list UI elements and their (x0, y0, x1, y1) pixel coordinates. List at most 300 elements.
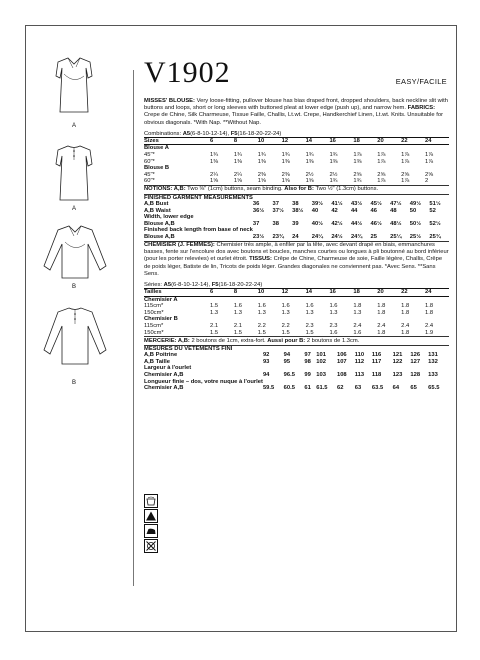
row-label: 115cm* (144, 303, 164, 310)
combination-code: F5 (211, 282, 219, 289)
cell-value (253, 227, 273, 234)
column-divider (133, 70, 134, 586)
cell-value: 41½ (331, 200, 343, 207)
cell-value (393, 365, 411, 372)
cell-value: 122 (392, 358, 403, 365)
cell-value: 37 (252, 220, 260, 227)
cell-value: 2.2 (281, 323, 290, 330)
cell-value (304, 365, 316, 372)
cell-value: 36 (252, 200, 260, 207)
cell-value (377, 316, 401, 323)
cell-value: 93 (262, 358, 270, 365)
cell-value: 1¾ (329, 178, 338, 185)
cell-value: 10 (258, 137, 282, 145)
row-label: A,B Bust (144, 200, 169, 207)
cell-value: 52½ (429, 220, 441, 227)
cell-value: 6 (210, 137, 234, 145)
figure-label-a-back: A (71, 206, 76, 212)
cell-value: 64 (392, 385, 400, 392)
combination-code: A5 (182, 130, 191, 137)
blouse-a-front-drawing (52, 54, 96, 116)
cell-value (306, 296, 330, 303)
cell-value (210, 296, 234, 303)
cell-value: 44 (350, 207, 358, 214)
cell-value: 1¾ (329, 152, 338, 158)
size-header-row (144, 289, 449, 297)
cell-value (401, 296, 425, 303)
cell-value (377, 165, 401, 172)
cell-value: 112 (354, 358, 365, 365)
cell-value: 39½ (311, 200, 324, 207)
cell-value: 2¼ (210, 171, 219, 178)
yardage-row (144, 152, 449, 159)
cell-value: 1.6 (329, 329, 338, 336)
cell-value: 2.4 (377, 323, 386, 330)
cell-value: 1.5 (257, 329, 266, 336)
cell-value (329, 296, 353, 303)
cell-value: 22 (401, 137, 425, 145)
cell-value: 1¾ (281, 152, 290, 158)
cell-value: 1.8 (401, 309, 410, 316)
cell-value: 60.5 (283, 385, 295, 392)
cell-value: 1⅞ (401, 158, 410, 165)
measurement-row (144, 234, 449, 241)
row-label: Blouse A (144, 145, 169, 152)
row-label: Chemisier A (144, 296, 178, 303)
cell-value: 24 (425, 137, 449, 145)
header (144, 56, 449, 96)
cell-value (234, 296, 258, 303)
cell-value: 65 (410, 385, 417, 392)
row-label: Chemisier B (144, 316, 178, 323)
cell-value: 2.1 (210, 323, 219, 330)
cell-value: 1⅝ (210, 178, 219, 185)
cell-value: 94 (262, 371, 270, 378)
cell-value: 61 (304, 385, 311, 392)
cell-value (351, 214, 371, 221)
cell-value (410, 214, 430, 221)
cell-value: 1¾ (305, 152, 314, 158)
cell-value (316, 365, 337, 372)
cell-value: 2.4 (401, 323, 410, 330)
cell-value (329, 316, 353, 323)
cell-value: 2.1 (233, 323, 242, 330)
cell-value: 51½ (429, 200, 441, 207)
group-row (144, 165, 449, 172)
french-finished-heading: MESURES DU VÊTEMENTS FINI (144, 346, 233, 353)
cell-value (263, 365, 284, 372)
yardage-row (144, 159, 449, 166)
row-label: Chemisier A,B (144, 371, 184, 378)
cell-value (355, 365, 372, 372)
cell-value: 1.8 (377, 303, 386, 310)
cell-value (312, 214, 332, 221)
cell-value: 1.8 (425, 303, 434, 310)
cell-value: 1⅜ (353, 158, 362, 165)
cell-value: 1.6 (305, 303, 314, 310)
cell-value (282, 296, 306, 303)
width-heading-row (144, 214, 449, 221)
yardage-row (144, 178, 449, 185)
cell-value: 1⅜ (257, 158, 266, 165)
cell-value (282, 145, 306, 152)
cell-value (372, 365, 393, 372)
cell-value (258, 316, 282, 323)
cell-value (429, 227, 449, 234)
cell-value: 1⅞ (425, 158, 434, 165)
cell-value: 113 (354, 371, 365, 378)
cell-value (372, 379, 393, 386)
cell-value: 1¾ (210, 152, 219, 158)
pattern-envelope-back (25, 25, 457, 632)
cell-value: 16 (329, 137, 353, 145)
cell-value: 49½ (409, 200, 422, 207)
cell-value: 8 (234, 289, 258, 297)
row-label: Longueur finie – dos, votre nuque à l'ourlet (144, 378, 263, 385)
cell-value (331, 227, 351, 234)
do-not-bleach-icon (144, 509, 158, 523)
pattern-number: V1902 (144, 56, 231, 89)
cell-value: 1⅜ (305, 158, 314, 165)
cell-value: 2⅝ (401, 171, 410, 178)
cell-value: 1.6 (257, 303, 266, 310)
cell-value: 1.6 (233, 303, 242, 310)
cell-value: 24 (292, 233, 299, 240)
cell-value: 20 (377, 289, 401, 297)
cell-value (353, 316, 377, 323)
cell-value: 107 (336, 358, 347, 365)
english-yardage-table (144, 137, 449, 185)
cell-value (390, 227, 410, 234)
cell-value (258, 145, 282, 152)
cell-value (425, 316, 449, 323)
cell-value (304, 379, 316, 386)
cell-value: 24¼ (311, 233, 324, 240)
cell-value: 133 (428, 371, 438, 378)
french-description-text: Chemisier très ample, à enfiler par la tête, avec devant drapé en biais, emmanchures basses, fente sur l'encolure dos avec boutons et boucles, manches courtes ou longues à pli boutonné au bord inférieur (pour les porter relevées) et ourlet étroit. (144, 242, 449, 263)
cell-value: 40 (311, 207, 319, 214)
row-label: Blouse A,B (144, 233, 175, 240)
english-finished-heading: FINISHED GARMENT MEASUREMENTS (144, 194, 253, 201)
back-length-heading-row (144, 227, 449, 234)
iron-low-icon (144, 524, 158, 538)
cell-value: 14 (306, 289, 330, 297)
row-label: A,B Waist (144, 207, 171, 214)
cell-value (292, 214, 312, 221)
cell-value (210, 316, 234, 323)
cell-value: 1⅝ (305, 178, 314, 185)
cell-value: 2¼ (233, 171, 242, 178)
cell-value: 2.2 (257, 323, 266, 330)
cell-value: 1.8 (401, 329, 410, 336)
blouse-a-back-drawing (52, 142, 96, 204)
cell-value: 25¾ (429, 233, 441, 240)
cell-value: 23½ (252, 233, 265, 240)
cell-value: 106 (336, 352, 347, 359)
cell-value: 126 (410, 352, 421, 359)
do-not-dry-clean-icon (144, 539, 158, 553)
cell-value (377, 145, 401, 152)
technical-drawings (26, 26, 136, 631)
cell-value (210, 165, 234, 172)
blouse-b-front-drawing (40, 222, 110, 284)
notions-b-label: Also for B: (284, 186, 314, 193)
cell-value: 48 (390, 207, 397, 214)
cell-value: 38 (272, 220, 279, 227)
cell-value: 1.3 (281, 309, 290, 316)
group-row (144, 145, 449, 152)
cell-value: 1¾ (257, 152, 266, 158)
notions-label: MERCERIE: A,B: (144, 337, 190, 344)
yardage-row (144, 172, 449, 179)
cell-value (253, 214, 273, 221)
yardage-row (144, 330, 449, 337)
cell-value (306, 165, 330, 172)
cell-value: 97 (304, 352, 311, 359)
measurement-row (144, 372, 449, 379)
cell-value (329, 145, 353, 152)
cell-value: 96.5 (283, 371, 295, 378)
measurement-row (144, 352, 449, 359)
measurement-row (144, 201, 449, 208)
cell-value: 36½ (252, 207, 265, 214)
cell-value: 62 (336, 385, 344, 392)
english-description (144, 98, 449, 127)
cell-value: 6 (210, 289, 234, 297)
cell-value (273, 227, 293, 234)
cell-value: 52 (429, 207, 436, 214)
cell-value: 2⅝ (353, 171, 362, 178)
cell-value: 2⅝ (425, 171, 434, 178)
cell-value: 1.3 (233, 309, 242, 316)
cell-value (284, 379, 305, 386)
cell-value: 12 (282, 137, 306, 145)
cell-value (273, 214, 293, 221)
notions-b-label: Aussi pour B: (267, 337, 306, 344)
cell-value: 37½ (272, 207, 284, 214)
cell-value: 1⅞ (353, 152, 362, 158)
row-label: 115cm* (144, 323, 164, 330)
row-label: 150cm* (144, 309, 164, 316)
english-finished-table (144, 201, 449, 241)
cell-value: 18 (353, 289, 377, 297)
yardage-row (144, 303, 449, 310)
yardage-row (144, 323, 449, 330)
cell-value: 1⅝ (257, 178, 266, 185)
cell-value: 24 (425, 289, 449, 297)
cell-value: 1⅝ (233, 178, 242, 185)
cell-value: 2⅜ (257, 171, 266, 178)
cell-value: 25¼ (390, 233, 402, 240)
cell-value (210, 145, 234, 152)
cell-value: 1⅜ (281, 158, 290, 165)
cell-value: 1.6 (281, 303, 290, 310)
english-fabrics-text: Crepe de Chine, Silk Charmeuse, Tissue Faille, Challis, Lt.wt. Crepe, Handkerchief Linen, Lt.wt. Knits. Unsuitable for obvious diagonals. *With Nap. **Without Nap. (144, 112, 443, 126)
cell-value: 118 (371, 371, 382, 378)
cell-value: 1¾ (233, 152, 242, 158)
cell-value: 2.3 (329, 323, 338, 330)
cell-value: 23¾ (272, 233, 284, 240)
cell-value (258, 165, 282, 172)
cell-value (410, 379, 428, 386)
notions-text: Two ⅜" (1cm) buttons, seam binding. (187, 186, 283, 193)
cell-value: 2½ (329, 171, 338, 178)
french-finished-table (144, 352, 449, 392)
hand-wash-icon (144, 494, 158, 508)
cell-value: 38½ (292, 207, 304, 214)
cell-value: 47½ (390, 200, 402, 207)
french-fabrics-label: TISSUS: (249, 256, 272, 263)
cell-value (355, 379, 372, 386)
cell-value: 1⅞ (425, 152, 434, 158)
cell-value (337, 365, 355, 372)
combinations-label: Combinations: (144, 130, 182, 137)
cell-value: 14 (306, 137, 330, 145)
cell-value: 22 (401, 289, 425, 297)
cell-value: 43½ (350, 200, 363, 207)
english-fabrics-label: FABRICS: (407, 105, 435, 112)
cell-value: 1.3 (305, 309, 314, 316)
cell-value: 42 (331, 207, 338, 214)
cell-value (284, 365, 305, 372)
size-header-row (144, 137, 449, 145)
blouse-b-back-drawing (40, 304, 110, 370)
cell-value (371, 214, 391, 221)
cell-value: 42½ (331, 220, 343, 227)
cell-value: 1.3 (353, 309, 362, 316)
cell-value (282, 165, 306, 172)
cell-value: 1⅜ (329, 158, 338, 165)
cell-value: 101 (316, 352, 326, 359)
cell-value (234, 145, 258, 152)
cell-value: 95 (283, 358, 291, 365)
cell-value: 46 (370, 207, 377, 214)
row-label: 150cm* (144, 329, 164, 336)
cell-value: 61.5 (316, 385, 328, 392)
cell-value (425, 165, 449, 172)
combination-code: F5 (230, 130, 238, 137)
cell-value (282, 316, 306, 323)
cell-value: 8 (234, 137, 258, 145)
notions-b-text: Two ½" (1.3cm) buttons. (315, 186, 379, 193)
cell-value: 131 (428, 352, 438, 359)
cell-value: 1.3 (210, 309, 219, 316)
combination-sizes: (6-8-10-12-14), (171, 282, 211, 289)
row-label: Blouse B (144, 165, 170, 172)
cell-value: 20 (377, 137, 401, 145)
cell-value: 121 (392, 352, 403, 359)
cell-value (329, 165, 353, 172)
row-label: Largeur à l'ourlet (144, 365, 192, 372)
group-row (144, 316, 449, 323)
cell-value (337, 379, 355, 386)
english-heading: MISSES' BLOUSE: (144, 98, 195, 104)
row-label: Width, lower edge (144, 214, 194, 221)
cell-value: 1⅜ (210, 158, 219, 165)
cell-value: 1¾ (353, 178, 362, 185)
cell-value: 24½ (331, 233, 343, 240)
cell-value: 117 (371, 358, 382, 365)
cell-value (410, 227, 430, 234)
cell-value: 50 (409, 207, 417, 214)
cell-value: 65.5 (428, 385, 440, 392)
cell-value (258, 296, 282, 303)
cell-value: 92 (262, 352, 270, 359)
cell-value: 1.8 (377, 309, 386, 316)
cell-value: 1.8 (377, 329, 386, 336)
measurement-row (144, 208, 449, 215)
cell-value: 40½ (311, 220, 324, 227)
cell-value: 1⅞ (377, 158, 386, 165)
cell-value (331, 214, 351, 221)
french-heading: CHEMISIER (J. FEMMES): (144, 242, 215, 249)
cell-value: 2⅝ (377, 171, 386, 178)
cell-value (234, 316, 258, 323)
combination-code: A5 (163, 282, 172, 289)
notions-text: 2 boutons de 1cm, extra-fort. (191, 337, 266, 344)
cell-value (393, 379, 411, 386)
cell-value (353, 296, 377, 303)
row-label: 60"* (144, 158, 155, 165)
back-length-heading-row (144, 379, 449, 386)
row-label: Chemisier A,B (144, 385, 184, 392)
cell-value: 25 (370, 233, 377, 240)
notions-label: NOTIONS: A,B: (144, 186, 186, 193)
combination-sizes: (6-8-10-12-14), (190, 130, 230, 137)
cell-value: 94 (283, 352, 291, 359)
french-description (144, 241, 449, 279)
cell-value (429, 214, 449, 221)
cell-value: 1⅞ (377, 178, 386, 185)
row-label: Blouse A,B (144, 220, 175, 227)
combinations-label: Séries: (144, 282, 163, 289)
cell-value: 63.5 (371, 385, 384, 392)
measurement-row (144, 359, 449, 366)
cell-value: 1⅝ (281, 178, 290, 185)
cell-value: 39 (292, 220, 299, 227)
cell-value: 110 (354, 352, 365, 359)
cell-value (401, 145, 425, 152)
figure-label-b-front: B (71, 284, 76, 290)
difficulty-label: EASY/FACILE (395, 77, 447, 86)
cell-value: 1.8 (425, 309, 434, 316)
cell-value: 127 (410, 358, 421, 365)
cell-value: 128 (410, 371, 421, 378)
cell-value: 1.5 (305, 329, 314, 336)
cell-value (353, 145, 377, 152)
cell-value: 1.3 (329, 309, 338, 316)
cell-value: 16 (329, 289, 353, 297)
cell-value: 103 (316, 371, 326, 378)
cell-value (401, 316, 425, 323)
cell-value: 132 (428, 358, 438, 365)
cell-value: 102 (316, 358, 326, 365)
group-row (144, 296, 449, 303)
row-label: Finished back length from base of neck (144, 227, 253, 234)
yardage-row (144, 310, 449, 317)
cell-value: 44½ (350, 220, 363, 227)
figure-label-b-back: B (71, 380, 76, 386)
cell-value: 1⅞ (401, 152, 410, 158)
cell-value (390, 214, 410, 221)
english-notions (144, 185, 449, 195)
row-label: Sizes (144, 137, 210, 145)
cell-value: 2.4 (425, 323, 434, 330)
cell-value: 12 (282, 289, 306, 297)
cell-value: 2 (425, 178, 429, 185)
figure-label-a-front: A (71, 123, 76, 129)
row-label: A,B Poitrine (144, 352, 178, 359)
